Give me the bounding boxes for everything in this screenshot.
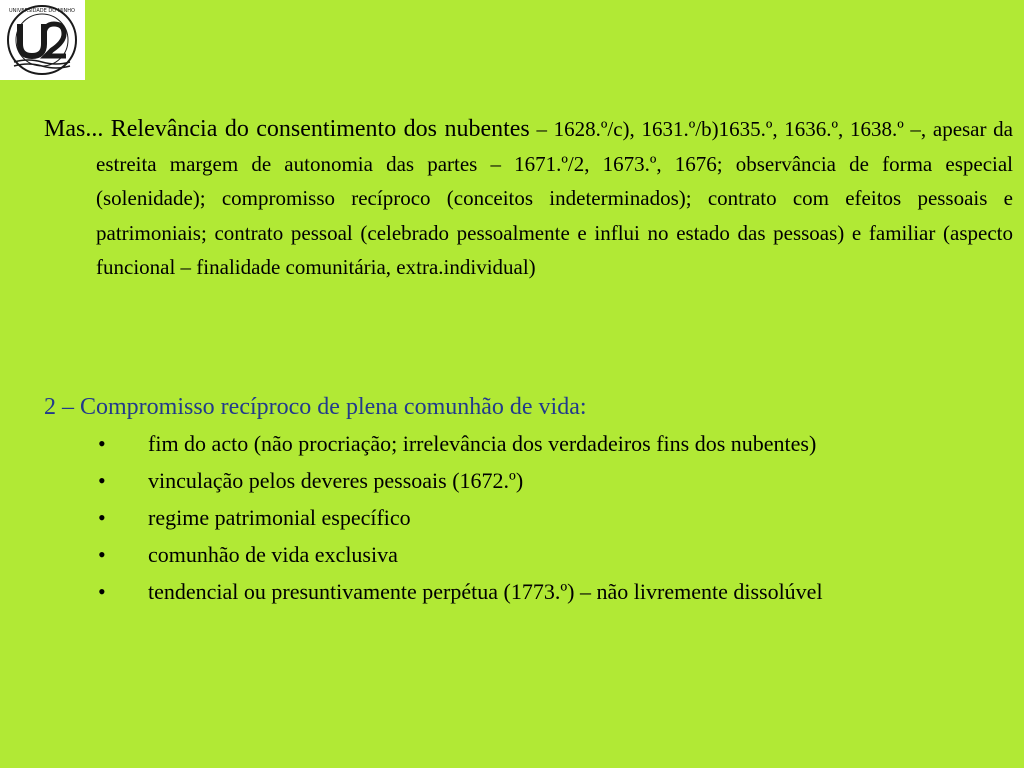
university-logo — [0, 0, 85, 80]
paragraph-body — [44, 112, 1013, 285]
svg-text:UNIVERSIDADE DO MINHO: UNIVERSIDADE DO MINHO — [9, 8, 75, 14]
bullet-icon: • — [98, 505, 106, 530]
paragraph-lead: Mas... Relevância do consentimento dos nubentes — [44, 116, 530, 142]
list-item-text: fim do acto (não procriação; irrelevância dos verdadeiros fins dos nubentes) — [148, 431, 817, 456]
bullet-icon: • — [98, 542, 106, 567]
list-item-text: regime patrimonial específico — [148, 505, 411, 530]
section-heading: 2 – Compromisso recíproco de plena comunhão de vida: — [44, 394, 587, 420]
list-item — [98, 542, 918, 567]
list-item-text: comunhão de vida exclusiva — [148, 542, 398, 567]
list-item-text: vinculação pelos deveres pessoais (1672.º) — [148, 468, 524, 493]
bullet-icon: • — [98, 431, 106, 456]
list-item — [98, 431, 918, 456]
bullet-icon: • — [98, 468, 106, 493]
bullet-list — [98, 431, 918, 619]
list-item — [98, 579, 918, 604]
main-paragraph — [44, 112, 1013, 285]
bullet-icon: • — [98, 579, 106, 604]
list-item — [98, 468, 918, 493]
paragraph-rest: – 1628.º/c), 1631.º/b)1635.º, 1636.º, 1638.º –, apesar da estreita margem de autonomia das partes – 1671.º/2, 1673.º, 1676; observância de forma especial (solenidade); compromisso recíproco (conceitos indeterminados); contrato com efeitos pessoais e patrimoniais; contrato pessoal (celebrado pessoalmente e influi no estado das pessoas) e familiar (aspecto funcional – finalidade comunitária, extra.individual) — [96, 117, 1014, 279]
list-item — [98, 505, 918, 530]
list-item-text: tendencial ou presuntivamente perpétua (1773.º) – não livremente dissolúvel — [148, 579, 823, 604]
university-seal-icon — [0, 0, 85, 80]
